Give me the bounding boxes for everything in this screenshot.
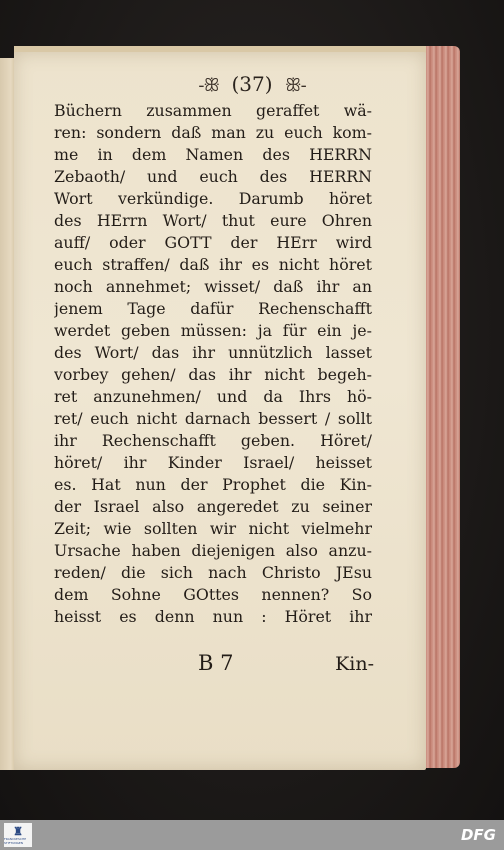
ornament-right: ꕥ- xyxy=(284,75,306,96)
text-line: werdet geben müssen: ja für ein je- xyxy=(54,321,372,340)
text-line: vorbey gehen/ das ihr nicht begeh- xyxy=(54,365,372,384)
text-line: dem Sohne GOttes nennen? So xyxy=(54,585,372,604)
text-line: ihr Rechenschafft geben. Höret/ xyxy=(54,431,372,450)
text-line: noch annehmet; wisset/ daß ihr an xyxy=(54,277,372,296)
text-line: euch straffen/ daß ihr es nicht höret xyxy=(54,255,372,274)
dfg-logo[interactable]: DFG xyxy=(460,826,496,844)
text-line: jenem Tage dafür Rechenschafft xyxy=(54,299,372,318)
text-line: Wort verkündige. Darumb höret xyxy=(54,189,372,208)
text-line: ren: sondern daß man zu euch kom- xyxy=(54,123,372,142)
text-line: Zeit; wie sollten wir nicht vielmehr xyxy=(54,519,372,538)
francke-foundation-logo[interactable] xyxy=(4,823,32,847)
viewer-bottom-bar xyxy=(0,820,504,850)
text-line: heisst es denn nun : Höret ihr xyxy=(54,607,372,626)
text-line: der Israel also angeredet zu seiner xyxy=(54,497,372,516)
text-line: Ursache haben diejenigen also anzu- xyxy=(54,541,372,560)
text-line: reden/ die sich nach Christo JEsu xyxy=(54,563,372,582)
page-header xyxy=(0,72,504,96)
text-line: des HErrn Wort/ thut eure Ohren xyxy=(54,211,372,230)
text-line: ret/ euch nicht darnach bessert / sollt xyxy=(54,409,372,428)
text-line: me in dem Namen des HERRN xyxy=(54,145,372,164)
text-line: es. Hat nun der Prophet die Kin- xyxy=(54,475,372,494)
text-line: höret/ ihr Kinder Israel/ heisset xyxy=(54,453,372,472)
tower-icon: ♜ xyxy=(13,824,23,838)
text-line: Zebaoth/ und euch des HERRN xyxy=(54,167,372,186)
page-stack-edge xyxy=(420,46,460,768)
text-line: des Wort/ das ihr unnützlich lasset xyxy=(54,343,372,362)
signature-mark: B 7 xyxy=(198,651,234,675)
logo-caption: FRANCKESCHE STIFTUNGEN xyxy=(4,836,27,845)
text-line: auff/ oder GOTT der HErr wird xyxy=(54,233,372,252)
page-text xyxy=(54,100,372,628)
text-line: ret anzunehmen/ und da Ihrs hö- xyxy=(54,387,372,406)
text-line: Büchern zusammen geraffet wä- xyxy=(54,101,372,120)
catchword: Kin- xyxy=(335,653,374,675)
page-number: (37) xyxy=(231,72,273,96)
page-footer xyxy=(198,651,374,675)
ornament-left: -ꕥ xyxy=(198,75,220,96)
